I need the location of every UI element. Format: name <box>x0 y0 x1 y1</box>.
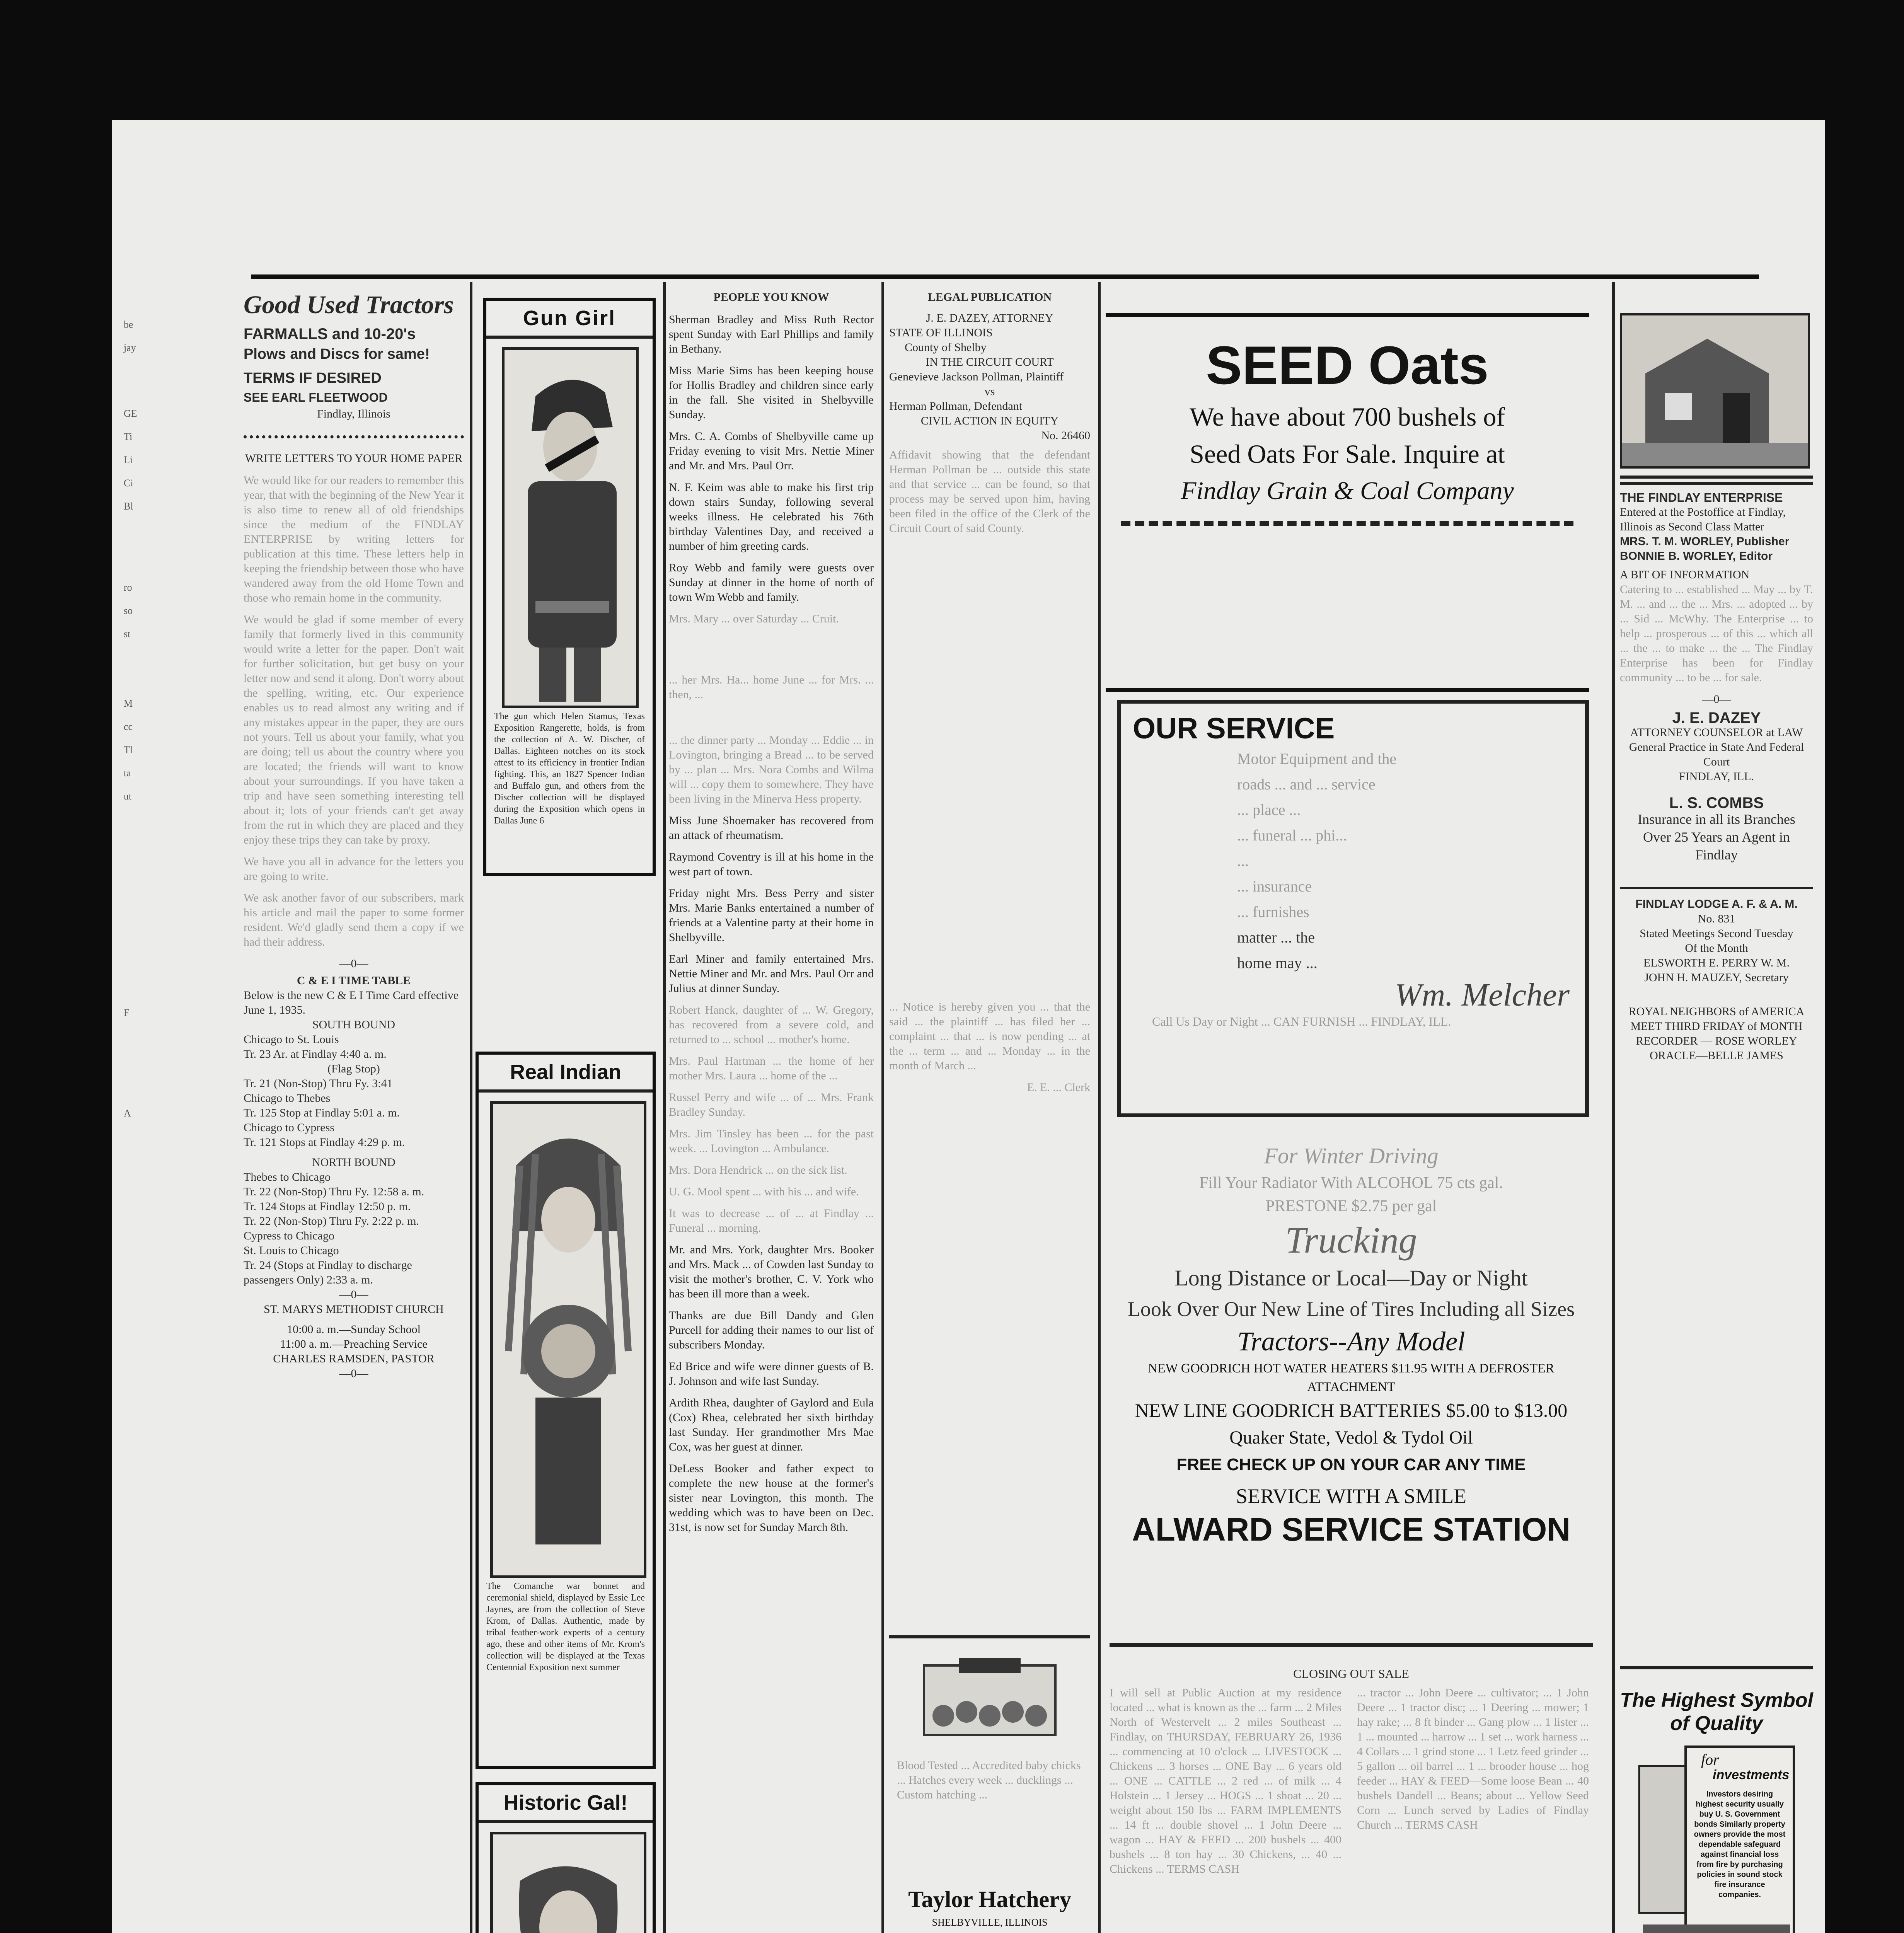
legal-attorney: J. E. DAZEY, ATTORNEY <box>926 312 1053 324</box>
legal-state: STATE OF ILLINOIS <box>889 326 993 339</box>
edge-text: jay <box>124 342 136 353</box>
timetable-row: Tr. 21 (Non-Stop) Thru Fy. 3:41 <box>244 1077 393 1090</box>
timetable-title: C & E I TIME TABLE <box>297 974 411 987</box>
service-line: ... funeral ... phi... <box>1237 827 1347 844</box>
timetable-row: Chicago to St. Louis <box>244 1033 339 1046</box>
legal-court: IN THE CIRCUIT COURT <box>926 356 1054 368</box>
service-name: Wm. Melcher <box>1394 977 1570 1013</box>
legal-body: Affidavit showing that the defendant Herman Pollman be ... outside this state and that service ... can be found, so that process may be served upon him, having been filed in the office of the Clerk of the Circuit Court of said County. <box>889 448 1090 535</box>
combs-title: L. S. COMBS <box>1669 794 1764 811</box>
alward-line: Trucking <box>1285 1219 1417 1261</box>
edge-text: ta <box>124 767 131 779</box>
alward-line: NEW LINE GOODRICH BATTERIES $5.00 to $13.00 <box>1135 1399 1568 1421</box>
legal-vs: vs <box>984 385 995 398</box>
divider <box>244 435 464 438</box>
people-item: Mrs. Paul Hartman ... the home of her mother Mrs. Laura ... home of the ... <box>669 1055 874 1082</box>
church-pastor: CHARLES RAMSDEN, PASTOR <box>273 1352 435 1365</box>
people-item: Mrs. Jim Tinsley has been ... for the past week. ... Lovington ... Ambulance. <box>669 1127 874 1155</box>
coventry-investments: investments <box>1713 1768 1790 1782</box>
people-column <box>669 290 874 1542</box>
dazey-line: FINDLAY, ILL. <box>1679 770 1754 783</box>
tractors-title: Good Used Tractors <box>244 291 454 319</box>
enterprise-info <box>1620 476 1813 1063</box>
timetable-row: Cypress to Chicago <box>244 1229 334 1242</box>
lodge-line: JOHN H. MAUZEY, Secretary <box>1644 971 1789 984</box>
sale-title: CLOSING OUT SALE <box>1293 1667 1409 1681</box>
church-line: 11:00 a. m.—Preaching Service <box>280 1338 428 1350</box>
combs-line: Over 25 Years an Agent in <box>1643 829 1790 845</box>
edge-text: GE <box>124 408 137 419</box>
timetable-row: Tr. 22 (Non-Stop) Thru Fy. 12:58 a. m. <box>244 1185 424 1198</box>
legal-defendant: Herman Pollman, Defendant <box>889 400 1023 413</box>
service-line: ... <box>1237 852 1249 869</box>
alward-line: Long Distance or Local—Day or Night <box>1174 1265 1528 1290</box>
seed-oats-line: We have about 700 bushels of <box>1190 402 1505 431</box>
timetable-north: NORTH BOUND <box>312 1156 395 1169</box>
letters-paragraph: We ask another favor of our subscribers, mark his article and mail the paper to some former resident. We'd gladly send them a copy if we had their address. <box>244 891 464 948</box>
timetable-row: Chicago to Cypress <box>244 1121 334 1134</box>
column-rule <box>881 282 884 1933</box>
letters-paragraph: We have you all in advance for the letters you are going to write. <box>244 855 464 883</box>
people-item: It was to decrease ... of ... at Findlay ... Funeral ... morning. <box>669 1207 874 1234</box>
chick-illustration <box>909 1650 1071 1751</box>
enterprise-body: Catering to ... established ... May ... by T. M. ... and ... the ... Mrs. ... adopted ... by ... Sid ... McWhy. The Enterprise ... to help ... prosperous ... of this ... which all ... the ... to make ... the ... The Findlay Enterprise has been for Findlay community ... to be ... for sale. <box>1620 583 1813 684</box>
legal-body: ... Notice is hereby given you ... that the said ... the plaintiff ... has filed her ... complaint ... that ... is now pending ... at the ... term ... and ... Monday ... in the month of March ... <box>889 1001 1090 1072</box>
taylor-hatchery-ad <box>889 1635 1090 1933</box>
service-line: home may ... <box>1237 954 1318 972</box>
edge-text: A <box>124 1108 131 1119</box>
people-title: PEOPLE YOU KNOW <box>713 291 829 303</box>
legal-sign: E. E. ... Clerk <box>1027 1081 1090 1094</box>
people-item: Ed Brice and wife were dinner guests of B. J. Johnson and wife last Sunday. <box>669 1360 874 1388</box>
timetable-intro: Below is the new C & E I Time Card effective June 1, 1935. <box>244 989 459 1016</box>
people-item: DeLess Booker and father expect to complete the new house at the former's sister near Lovington, this month. The wedding which was to have been on Dec. 31st, is now set for Sunday March 8th. <box>669 1462 874 1534</box>
seed-oats-company: Findlay Grain & Coal Company <box>1181 477 1514 505</box>
service-line: roads ... and ... service <box>1237 776 1376 793</box>
alward-line: FREE CHECK UP ON YOUR CAR ANY TIME <box>1176 1455 1526 1474</box>
people-item: Sherman Bradley and Miss Ruth Rector spent Sunday with Earl Phillips and family in Bethany. <box>669 313 874 355</box>
people-item: U. G. Mool spent ... with his ... and wife. <box>669 1185 859 1198</box>
alward-line: SERVICE WITH A SMILE <box>1236 1485 1467 1508</box>
neighbors-line: MEET THIRD FRIDAY of MONTH <box>1630 1020 1803 1033</box>
timetable-row: Tr. 124 Stops at Findlay 12:50 p. m. <box>244 1200 411 1213</box>
dazey-line: ATTORNEY COUNSELOR at LAW <box>1630 726 1803 739</box>
separator: —0— <box>1702 693 1731 706</box>
people-item: Robert Hanck, daughter of ... W. Gregory, has recovered from a severe cold, and returned to ... school ... mother's home. <box>669 1004 874 1046</box>
edge-text: Bl <box>124 501 133 512</box>
dazey-title: J. E. DAZEY <box>1672 709 1761 726</box>
lodge-line: ELSWORTH E. PERRY W. M. <box>1643 956 1790 969</box>
people-item: Earl Miner and family entertained Mrs. Nettie Miner and Mr. and Mrs. Paul Orr and Julius at dinner Sunday. <box>669 953 874 995</box>
edge-text: be <box>124 319 133 330</box>
alward-line: Tractors--Any Model <box>1237 1327 1465 1357</box>
letters-title: WRITE LETTERS TO YOUR HOME PAPER <box>245 452 463 465</box>
neighbors-line: ROYAL NEIGHBORS of AMERICA <box>1628 1005 1805 1018</box>
timetable-row: Chicago to Thebes <box>244 1092 331 1105</box>
enterprise-editor: BONNIE B. WORLEY, Editor <box>1620 550 1773 563</box>
timetable-row: Tr. 125 Stop at Findlay 5:01 a. m. <box>244 1106 400 1119</box>
people-item: Russel Perry and wife ... of ... Mrs. Frank Bradley Sunday. <box>669 1091 874 1118</box>
combs-line: Findlay <box>1695 847 1738 863</box>
closing-sale <box>1110 1666 1593 1933</box>
alward-line: Fill Your Radiator With ALCOHOL 75 cts gal. <box>1199 1174 1503 1192</box>
coventry-for: for <box>1701 1751 1719 1768</box>
combs-line: Insurance in all its Branches <box>1638 811 1795 827</box>
alward-line: Look Over Our New Line of Tires Including all Sizes <box>1127 1297 1575 1321</box>
sale-right: ... tractor ... John Deere ... cultivator; ... 1 John Deere ... 1 tractor disc; ... 1 Deering ... mower; 1 hay rake; ... 8 ft binder ... Gang plow ... 1 lister ... 1 ... mounted ... harrow ... 1 set ... work harness ... 4 Collars ... 1 grind stone ... 1 Letz feed grinder ... 5 gallon ... oil barrel ... 1 ... brooder house ... hog feeder ... HAY & FEED—Some loose Bean ... 40 bushels Dandell ... Beans; about ... Yellow Seed Corn ... Lunch served by Ladies of Findlay Church ... TERMS CASH <box>1357 1686 1589 1831</box>
coventry-note: Investors desiring highest security usually buy U. S. Government bonds Similarly property owners provide the most dependable safeguard against financial loss from fire by purchasing policies in sound stock fire insurance companies. <box>1694 1790 1786 1899</box>
separator: —0— <box>339 1367 368 1380</box>
letters-paragraph: We would be glad if some member of every family that formerly lived in this community would write a letter for the paper. Don't wait for further solicitation, but get busy on your letter now and send it along. Don't worry about the spelling, writing, etc. Our experience enables us to read almost any writing and if any mistakes appear in the paper, they are ours not yours. Tell us about your family, what you are doing; tell us about the country where you are located; the friends will want to know about your surroundings. If you have taken a trip and have seen something interesting tell about it; lots of your friends can't get away from the rut in which they are placed and they enjoy these trips they can take by proxy. <box>244 613 464 846</box>
neighbors-line: RECORDER — ROSE WORLEY <box>1636 1035 1797 1047</box>
service-line: ... place ... <box>1237 801 1301 818</box>
dazey-line: General Practice in State And Federal Court <box>1629 741 1804 768</box>
separator: —0— <box>339 957 368 970</box>
legal-action: CIVIL ACTION IN EQUITY <box>920 414 1059 427</box>
historic-gal-box <box>476 1782 656 1933</box>
seed-oats-line: Seed Oats For Sale. Inquire at <box>1190 439 1505 469</box>
edge-text: Tl <box>124 744 133 755</box>
timetable-row: Tr. 121 Stops at Findlay 4:29 p. m. <box>244 1136 405 1149</box>
real-indian-title: Real Indian <box>479 1055 653 1093</box>
edge-text: Ci <box>124 477 133 489</box>
people-item: N. F. Keim was able to make his first trip down stairs Sunday, following several weeks illness. He celebrated his 76th birthday Valentines Day, and received a number of him greeting cards. <box>669 481 874 552</box>
enterprise-title: THE FINDLAY ENTERPRISE <box>1620 491 1783 505</box>
legal-county: County of Shelby <box>905 341 987 354</box>
real-indian-box <box>476 1052 656 1769</box>
people-item: Mrs. C. A. Combs of Shelbyville came up Friday evening to visit Mrs. Nettie Miner and Mr. and Mrs. Paul Orr. <box>669 430 874 472</box>
coventry-title: of Quality <box>1670 1712 1763 1735</box>
enterprise-sub: A BIT OF INFORMATION <box>1620 568 1750 581</box>
people-item: Mrs. Mary ... over Saturday ... Cruit. <box>669 612 839 625</box>
lodge-line: Stated Meetings Second Tuesday <box>1640 927 1793 940</box>
historic-gal-title: Historic Gal! <box>479 1785 653 1823</box>
seed-oats-title: SEED Oats <box>1206 335 1489 395</box>
real-indian-photo <box>490 1101 646 1578</box>
people-item: Mrs. Dora Hendrick ... on the sick list. <box>669 1164 847 1176</box>
lodge-title: FINDLAY LODGE A. F. & A. M. <box>1635 898 1798 910</box>
timetable <box>244 988 464 1287</box>
column-rule <box>1098 282 1101 1933</box>
alward-line: NEW GOODRICH HOT WATER HEATERS $11.95 WITH A DEFROSTER ATTACHMENT <box>1148 1361 1555 1394</box>
lodge-line: Of the Month <box>1685 942 1748 955</box>
column-1 <box>244 290 464 1381</box>
tractors-line: SEE EARL FLEETWOOD <box>244 390 388 404</box>
timetable-row: (Flag Stop) <box>327 1062 380 1075</box>
edge-text: ut <box>124 791 132 802</box>
letters-paragraph: We would like for our readers to remember this year, that with the beginning of the New Year it is also time to renew all of old friendships since the medium of the FINDLAY ENTERPRISE by writing letters for publication at this time. These letters help in keeping the friendship between those who have wandered away from the old Home Town and those who remain home in the community. <box>244 474 464 604</box>
service-title: OUR SERVICE <box>1133 712 1335 745</box>
timetable-row: Tr. 23 Ar. at Findlay 4:40 a. m. <box>244 1048 387 1060</box>
coventry-ad <box>1620 1666 1813 1933</box>
church-title: ST. MARYS METHODIST CHURCH <box>264 1303 444 1316</box>
church-line: 10:00 a. m.—Sunday School <box>287 1323 421 1336</box>
column-rule <box>470 282 472 1933</box>
neighbors-line: ORACLE—BELLE JAMES <box>1650 1049 1783 1062</box>
historic-gal-photo <box>490 1832 646 1933</box>
edge-text: st <box>124 628 131 639</box>
service-line: ... insurance <box>1237 878 1312 895</box>
people-item: Miss June Shoemaker has recovered from an attack of rheumatism. <box>669 814 874 842</box>
service-line: Motor Equipment and the <box>1237 750 1397 767</box>
separator: —0— <box>339 1288 368 1301</box>
timetable-row: Thebes to Chicago <box>244 1171 331 1183</box>
edge-text: Ti <box>124 431 133 442</box>
timetable-row: St. Louis to Chicago <box>244 1244 339 1257</box>
letters-article <box>244 473 464 949</box>
left-edge-strip <box>124 313 147 1125</box>
taylor-city: SHELBYVILLE, ILLINOIS <box>932 1917 1048 1928</box>
people-item: Raymond Coventry is ill at his home in the west part of town. <box>669 851 874 878</box>
alward-line: Quaker State, Vedol & Tydol Oil <box>1229 1427 1473 1448</box>
lodge-block <box>1620 887 1813 985</box>
service-body <box>1121 746 1585 976</box>
alward-line: For Winter Driving <box>1264 1143 1439 1168</box>
real-indian-caption: The Comanche war bonnet and ceremonial shield, displayed by Essie Lee Jaynes, are from the collection of Steve Krom, of Dallas. Authentic, made by tribal feather-work experts of a century ago, these and other items of Mr. Krom's collection will be displayed at the Texas Centennial Exposition next summer <box>486 1581 645 1672</box>
coventry-title: The Highest Symbol <box>1620 1689 1813 1711</box>
gun-girl-title: Gun Girl <box>486 301 653 339</box>
coventry-illustration <box>1635 1743 1798 1933</box>
edge-text: F <box>124 1007 130 1018</box>
legal-column <box>889 290 1090 1095</box>
timetable-row: Tr. 24 (Stops at Findlay to discharge passengers Only) 2:33 a. m. <box>244 1259 412 1286</box>
alward-name: ALWARD SERVICE STATION <box>1132 1511 1571 1548</box>
column-rule <box>1612 282 1615 1933</box>
alward-line: PRESTONE $2.75 per gal <box>1265 1197 1437 1215</box>
people-item: ... her Mrs. Ha... home June ... for Mrs. ... then, ... <box>669 673 874 701</box>
people-item: Thanks are due Bill Dandy and Glen Purcell for adding their names to our list of subscribers Monday. <box>669 1309 874 1351</box>
edge-text: M <box>124 698 133 709</box>
people-item: Mr. and Mrs. York, daughter Mrs. Booker and Mrs. Mack ... of Cowden last Sunday to visit the mother's brother, C. V. York who has been ill more than a week. <box>669 1243 874 1300</box>
legal-plaintiff: Genevieve Jackson Pollman, Plaintiff <box>889 370 1064 383</box>
tractors-line: Findlay, Illinois <box>317 407 390 420</box>
tractors-ad <box>244 290 464 429</box>
divider <box>1121 521 1573 526</box>
tractors-line: TERMS IF DESIRED <box>244 370 382 386</box>
lodge-line: No. 831 <box>1698 912 1735 925</box>
column-rule <box>663 282 666 1933</box>
legal-title: LEGAL PUBLICATION <box>927 291 1052 303</box>
enterprise-publisher: MRS. T. M. WORLEY, Publisher <box>1620 535 1790 548</box>
top-rule <box>251 274 1759 279</box>
masthead-photo <box>1620 313 1810 469</box>
timetable-row: Tr. 22 (Non-Stop) Thru Fy. 2:22 p. m. <box>244 1215 419 1227</box>
service-footer: Call Us Day or Night ... CAN FURNISH ... FINDLAY, ILL. <box>1152 1014 1451 1028</box>
edge-text: Li <box>124 454 133 465</box>
newspaper-page <box>112 120 1825 1933</box>
service-ad <box>1117 700 1589 1117</box>
alward-ad <box>1110 1140 1593 1647</box>
people-item: Miss Marie Sims has been keeping house for Hollis Bradley and children since early in the fall. She visited in Shelbyville Sunday. <box>669 364 874 421</box>
service-line: matter ... the <box>1237 929 1315 946</box>
service-line: ... furnishes <box>1237 903 1309 920</box>
gun-girl-box <box>483 298 656 876</box>
people-item: Friday night Mrs. Bess Perry and sister Mrs. Marie Banks entertained a number of friends at a Valentine party at their home in Shelbyville. <box>669 887 874 944</box>
edge-text: cc <box>124 721 133 732</box>
seed-oats-ad <box>1106 313 1589 692</box>
neighbors-block <box>1620 1004 1813 1063</box>
tractors-line: FARMALLS and 10-20's <box>244 326 416 343</box>
enterprise-entered: Entered at the Postoffice at Findlay, Illinois as Second Class Matter <box>1620 506 1786 533</box>
people-item: ... the dinner party ... Monday ... Eddie ... in Lovington, bringing a Bread ... to be served by ... plan ... Mrs. Nora Combs and Wilma will ... copy them to somewhere. They have been living in the Minerva Hess property. <box>669 734 874 805</box>
timetable-south: SOUTH BOUND <box>312 1018 395 1031</box>
gun-girl-caption: The gun which Helen Stamus, Texas Exposition Rangerette, holds, is from the collection of A. W. Discher, of Dallas. Eighteen notches on its stock attest to its efficiency in frontier Indian fighting. This, an 1827 Spencer Indian and Buffalo gun, and others from the Discher collection will be displayed during the Exposition which opens in Dallas June 6 <box>494 711 645 826</box>
edge-text: so <box>124 605 133 616</box>
taylor-body: Blood Tested ... Accredited baby chicks ... Hatches every week ... ducklings ... Custom hatching ... <box>897 1759 1081 1801</box>
people-item: Ardith Rhea, daughter of Gaylord and Eula (Cox) Rhea, celebrated her sixth birthday last Sunday. Her grandmother Mrs Mae Cox, was her guest at dinner. <box>669 1396 874 1453</box>
taylor-title: Taylor Hatchery <box>908 1887 1071 1912</box>
tractors-line: Plows and Discs for same! <box>244 346 430 362</box>
sale-left: I will sell at Public Auction at my residence located ... what is known as the ... farm ... 2 Miles North of Westervelt ... 2 miles Southeast ... Findlay, on THURSDAY, FEBRUARY 26, 1936 ... commencing at 10 o'clock ... LIVESTOCK ... Chickens ... 3 horses ... ONE Bay ... 6 years old ... ONE ... CATTLE ... 2 red ... of milk ... 4 Holstein ... 1 Jersey ... HOGS ... 1 shoat ... 20 ... weight about 150 lbs ... FARM IMPLEMENTS ... 14 ft ... double shovel ... 1 John Deere ... wagon ... HAY & FEED ... 200 bushels ... 400 bushels ... 8 ton hay ... 30 Chickens, ... 40 ... Chickens ... TERMS CASH <box>1110 1686 1341 1875</box>
gun-girl-photo <box>502 347 639 708</box>
legal-number: No. 26460 <box>1041 429 1090 442</box>
people-item: Roy Webb and family were guests over Sunday at dinner in the home of north of town Wm Webb and family. <box>669 561 874 603</box>
edge-text: ro <box>124 582 132 593</box>
